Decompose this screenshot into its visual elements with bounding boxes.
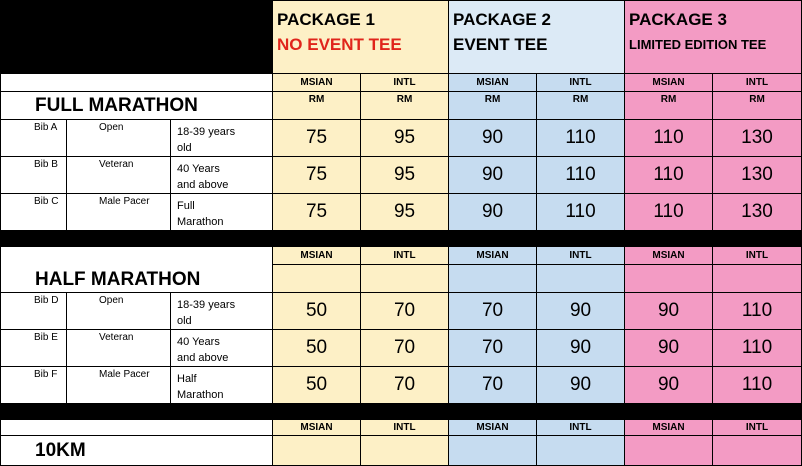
price: 70 <box>361 293 449 330</box>
col-msian-3: MSIAN <box>625 247 713 265</box>
empty-cell <box>713 265 802 293</box>
col-intl-1: INTL <box>361 420 449 436</box>
price: 70 <box>361 330 449 367</box>
eligibility: 18-39 years old <box>171 293 273 330</box>
currency: RM <box>361 92 449 120</box>
price: 130 <box>713 194 802 231</box>
price: 130 <box>713 157 802 194</box>
currency: RM <box>537 92 625 120</box>
empty-cell <box>361 436 449 466</box>
package-2-title: PACKAGE 2 <box>453 10 551 29</box>
package-3-title: PACKAGE 3 <box>629 10 727 29</box>
empty-cell <box>537 436 625 466</box>
price: 75 <box>273 194 361 231</box>
currency: RM <box>273 92 361 120</box>
half-marathon-rows <box>1 293 802 404</box>
empty-cell <box>273 436 361 466</box>
section-divider <box>1 404 802 420</box>
price: 90 <box>537 293 625 330</box>
price: 110 <box>713 293 802 330</box>
table-row <box>1 293 802 330</box>
currency: RM <box>625 92 713 120</box>
empty-cell <box>625 436 713 466</box>
price: 90 <box>625 293 713 330</box>
bib-label: Bib D <box>1 293 67 330</box>
price: 70 <box>361 367 449 404</box>
price: 90 <box>449 194 537 231</box>
col-intl-3: INTL <box>713 247 802 265</box>
empty-cell <box>537 265 625 293</box>
empty-cell <box>361 265 449 293</box>
price: 70 <box>449 293 537 330</box>
table-row <box>1 330 802 367</box>
empty-cell <box>625 265 713 293</box>
bib-label: Bib E <box>1 330 67 367</box>
package-3-subtitle: LIMITED EDITION TEE <box>629 37 767 52</box>
category-label: Veteran <box>67 330 171 367</box>
empty-cell <box>273 265 361 293</box>
col-msian-2: MSIAN <box>449 420 537 436</box>
tenk-spacer <box>1 420 273 436</box>
bib-label: Bib F <box>1 367 67 404</box>
col-msian-2: MSIAN <box>449 247 537 265</box>
bib-label: Bib B <box>1 157 67 194</box>
price: 90 <box>449 120 537 157</box>
price: 110 <box>537 157 625 194</box>
category-label: Open <box>67 293 171 330</box>
price: 110 <box>625 120 713 157</box>
section-divider <box>1 231 802 247</box>
package-2-subtitle: EVENT TEE <box>453 35 548 54</box>
category-label: Male Pacer <box>67 194 171 231</box>
col-intl-1: INTL <box>361 74 449 92</box>
table-row <box>1 367 802 404</box>
price: 110 <box>625 157 713 194</box>
empty-cell <box>449 436 537 466</box>
price: 90 <box>537 367 625 404</box>
full-spacer <box>1 74 273 92</box>
price: 50 <box>273 367 361 404</box>
empty-cell <box>713 436 802 466</box>
col-intl-1: INTL <box>361 247 449 265</box>
col-msian-3: MSIAN <box>625 74 713 92</box>
price: 95 <box>361 194 449 231</box>
package-2-header <box>449 1 625 74</box>
table-row <box>1 157 802 194</box>
col-msian-1: MSIAN <box>273 420 361 436</box>
empty-cell <box>449 265 537 293</box>
eligibility: 18-39 years old <box>171 120 273 157</box>
price: 110 <box>537 194 625 231</box>
price: 110 <box>625 194 713 231</box>
price: 75 <box>273 120 361 157</box>
col-msian-2: MSIAN <box>449 74 537 92</box>
col-intl-2: INTL <box>537 420 625 436</box>
section-title-half-marathon: HALF MARATHON <box>1 247 273 293</box>
package-1-header <box>273 1 449 74</box>
package-3-header <box>625 1 802 74</box>
price: 50 <box>273 330 361 367</box>
price: 110 <box>537 120 625 157</box>
eligibility: 40 Years and above <box>171 157 273 194</box>
price: 70 <box>449 367 537 404</box>
category-label: Veteran <box>67 157 171 194</box>
price: 90 <box>625 330 713 367</box>
package-1-title: PACKAGE 1 <box>277 10 375 29</box>
eligibility: Full Marathon <box>171 194 273 231</box>
bib-label: Bib C <box>1 194 67 231</box>
col-intl-3: INTL <box>713 420 802 436</box>
price: 90 <box>625 367 713 404</box>
section-title-10km: 10KM <box>1 436 273 466</box>
eligibility: Half Marathon <box>171 367 273 404</box>
price: 130 <box>713 120 802 157</box>
price: 110 <box>713 367 802 404</box>
price: 110 <box>713 330 802 367</box>
bib-label: Bib A <box>1 120 67 157</box>
header-black-block <box>1 1 273 74</box>
col-intl-2: INTL <box>537 247 625 265</box>
category-label: Open <box>67 120 171 157</box>
price: 95 <box>361 157 449 194</box>
category-label: Male Pacer <box>67 367 171 404</box>
col-msian-1: MSIAN <box>273 247 361 265</box>
table-row <box>1 120 802 157</box>
price: 90 <box>449 157 537 194</box>
currency: RM <box>713 92 802 120</box>
section-title-full-marathon: FULL MARATHON <box>1 92 273 120</box>
eligibility: 40 Years and above <box>171 330 273 367</box>
package-1-subtitle: NO EVENT TEE <box>277 35 402 54</box>
price: 90 <box>537 330 625 367</box>
col-msian-1: MSIAN <box>273 74 361 92</box>
col-intl-3: INTL <box>713 74 802 92</box>
price: 70 <box>449 330 537 367</box>
table-row <box>1 194 802 231</box>
price: 75 <box>273 157 361 194</box>
price: 50 <box>273 293 361 330</box>
full-marathon-rows <box>1 120 802 231</box>
currency: RM <box>449 92 537 120</box>
price: 95 <box>361 120 449 157</box>
col-intl-2: INTL <box>537 74 625 92</box>
col-msian-3: MSIAN <box>625 420 713 436</box>
